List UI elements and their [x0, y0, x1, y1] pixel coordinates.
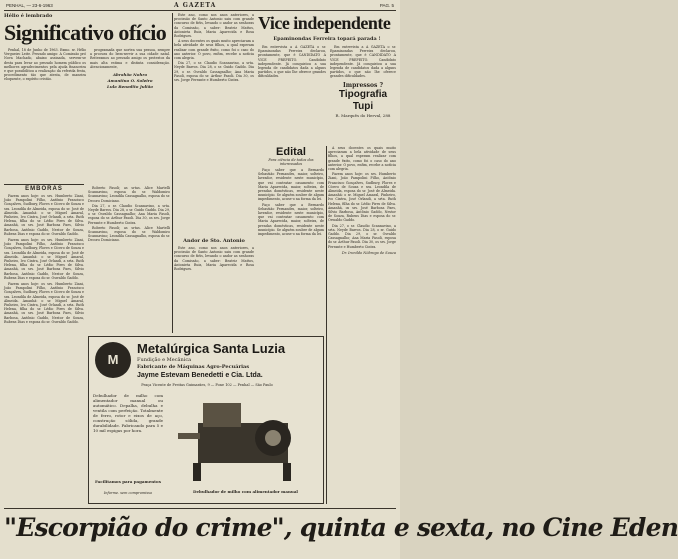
center-column — [174, 13, 254, 173]
right-col-body-2: Fazem anos hoje: os srs. Humberto Ziani, João Pampolini Filho, Antônio Francisco Gonçalves, Sudbury, Flores e Cícero de Souza e sra. Leondila de Almeida, esposa do sr. José de Almeida. Amanhã: o sr. Miguel Amaral, Pinheiro, Ivo Cintra, José Orlandi, a srta. Ruth Helena, filha do sr. Lédio Pires de Silva. Amanhã, os srs. José Barbosa Paes, Silvio Barbosa, Antônio Gaddo, Nestor de Souza, Rubens Dias e esposa do sr. Oswaldo Gaddo. — [328, 172, 396, 223]
corn-machine-illustration — [173, 393, 318, 485]
masthead — [4, 2, 396, 10]
andor-title: Andor de Sto. Antonio — [183, 238, 245, 244]
mid-body: Dia 27, o sr. Claudio Scannavino, a srta. Neyde Barros. Dia 28, o sr. Guido Gaddo. Dia 29, o sr. Osvaldo Cassagnalho; Ana Maria Fasoli, esposa do sr. Arthur Fasoli. Dia 30, os srs. Jorge Ferrante e Humberto Cintra. — [88, 203, 170, 225]
edital-title: Edital — [276, 146, 306, 158]
cinema-banner: "Escorpião do crime", quinta e sexta, no Cine Eden — [4, 513, 678, 542]
center-body-cont: A seus docentes os quais muito apreciaram a bela atividade de seus filhos, a qual esperam realizar com grande êxito, como foi o caso do ano anterior. O povo, enfim, recebe a notícia com alegria. — [174, 39, 254, 61]
edital-body-cont: Faço saber que a Bernardo Sebastião Fernandes, maior, solteiro, lavrador, residente neste município, que vai contratar casamento com Maria Aparecida, maior, solteira, de prendas domésticas, residente neste município. Se alguém souber de algum impedimento, acuse-o na forma da lei. — [258, 202, 324, 237]
story-body-a: Penhal, 18 de Junho de 1963. Exmo. sr. Hélio Vergueiro Leite. Prezado amigo: A Comissão pró Nova Machado, abaixo assinada, servem-se desta para levar ao prezado homem público os melhores agradecimentos pela ajuda financeira e que possibilitou a realização da referida festa, procedimento tão que atesta, de maneira eloquente, o espírito cristão. — [4, 48, 86, 82]
left-story — [4, 13, 170, 183]
center-body-cont-2: Dia 27, o sr. Claudio Scannavino, a srta. Neyde Barros. Dia 28, o sr. Guido Gaddo. Dia 29, o sr. Osvaldo Cassagnalho; Ana Maria Fasoli, esposa do sr. Arthur Fasoli. Dia 30, os srs. Jorge Ferrante e Humberto Cintra. — [174, 61, 254, 83]
masthead-date: PENHAL, — 23-6-1963 — [6, 3, 53, 8]
promo-question: Impressos ? — [342, 81, 384, 89]
andor-story — [174, 238, 254, 334]
story-headline: Significativo ofício — [4, 20, 167, 45]
masthead-title: A GAZETA — [174, 2, 217, 9]
ad-owners: Jayme Estevam Benedetti e Cia. Ltda. — [137, 372, 263, 379]
mid-intro: Roberto Fasoli; as srtas. Alice Martelli Scannavino, esposa do sr. Waldomiro Scannavino; Leondila Cassagnalho, esposa do sr. Decoro Domiciano. — [88, 186, 170, 203]
andor-body: Este ano, como nos anos anteriores, a procissão de Santo Antonio saiu com grande concurso de fiéis, levando o andor as senhoras da Comissão, a saber: Beatriz Mattos, Antonieta Ruiz, Maria Aparecida e Rosa Rodrigues. — [174, 246, 254, 272]
story-body-b: programada que nortea sua pessoa, sempre a procura do bem-servir a sua cidade natal. Reiteramos ao prezado amigo os protestos da mais alta estima e distinta consideração. Atenciosamente, — [90, 48, 170, 69]
right-body-cont: Em entrevista a A GAZETA o sr. Epaminondas Ferreira declarou, prontamente, que é CANDIDATO A VICE PREFEITO. Candidato independente. Já conquistou a sua legenda de candidatos dada a alguns partidos, o que não lhe oferece grandes dificuldades. — [330, 45, 396, 79]
signature-3: Lula Benedito Julião — [107, 84, 153, 90]
right-column — [328, 146, 396, 504]
ad-address: Praça Vicente de Freitas Guimarães, 9 — Fone 102 — Penhal — São Paulo — [141, 383, 273, 387]
ad-caption: Debulhador de milho com alimentador manual — [193, 489, 298, 494]
edital-story — [258, 146, 324, 326]
signature-2: Amantino O. Soleiro — [107, 78, 153, 84]
ad-body: Debulhador de milho com alimentador manual ou automático. Depalha, debulha e ventila com perfeição. Totalmente de ferro, rotor e eixos de aço, construção sólida, grande durabilidade. Fabricando para 5 e 10 mil espigas por hora. — [93, 393, 163, 433]
right-body: Em entrevista a A GAZETA o sr. Epaminondas Ferreira declarou, prontamente, que é CANDIDATO A VICE PREFEITO. Candidato independente. Já conquistou a sua legenda de candidatos dada a alguns partidos, o que não lhe oferece grandes dificuldades. — [258, 45, 326, 79]
ad-logo: M — [95, 342, 131, 378]
emboras-column — [4, 186, 84, 506]
metalurgica-ad — [88, 336, 324, 504]
masthead-page: PAG. 5 — [379, 3, 394, 8]
edital-subtitle: Para ciência de todos dos interessados — [268, 158, 314, 166]
right-headline: Vice independente — [258, 13, 391, 33]
ad-footer: Informe. sem compromisso — [103, 491, 153, 495]
right-col-signature: Dr. Ironildo Nóbrega de Souza — [341, 250, 396, 255]
center-body: Este ano, como nos anos anteriores, a procissão de Santo Antonio saiu com grande concurso de fiéis, levando o andor as senhoras da Comissão, a saber: Beatriz Mattos, Antonieta Ruiz, Maria Aparecida e Rosa Rodrigues. — [174, 13, 254, 39]
right-story — [258, 13, 396, 143]
right-col-body-3: Dia 27, o sr. Claudio Scannavino, a srta. Neyde Barros. Dia 28, o sr. Guido Gaddo. Dia 29, o sr. Osvaldo Cassagnalho; Ana Maria Fasoli, esposa do sr. Arthur Fasoli. Dia 30, os srs. Jorge Ferrante e Humberto Cintra. — [328, 223, 396, 249]
story-kicker: Hélio é lembrado — [4, 13, 53, 19]
mid-body-cont: Roberto Fasoli; as srtas. Alice Martelli Scannavino, esposa do sr. Waldomiro Scannavino; Leondila Cassagnalho, esposa do sr. Decoro Domiciano. — [88, 225, 170, 243]
emboras-body-cont-2: Fazem anos hoje: os srs. Humberto Ziani, João Pampolini Filho, Antônio Francisco Gonçalves, Sudbury, Flores e Cícero de Souza e sra. Leondila de Almeida, esposa do sr. José de Almeida. Amanhã: o sr. Miguel Amaral, Pinheiro, Ivo Cintra, José Orlandi, a srta. Ruth Helena, filha do sr. Lédio Pires de Silva. Amanhã, os srs. José Barbosa Paes, Silvio Barbosa, Antônio Gaddo, Nestor de Souza, Rubens Dias e esposa do sr. Oswaldo Gaddo. — [4, 282, 84, 324]
signature-1: Abrahão Nohra — [112, 72, 148, 78]
edital-body: Faço saber que a Bernardo Sebastião Fernandes, maior, solteiro, lavrador, residente neste município, que vai contratar casamento com Maria Aparecida, maior, solteira, de prendas domésticas, residente neste município. Se alguém souber de algum impedimento, acuse-o na forma da lei. — [258, 168, 324, 202]
ad-terms: Facilitamos para pagamentos — [95, 479, 161, 484]
ad-title: Metalúrgica Santa Luzia — [137, 341, 286, 356]
promo-name: Tipografia Tupi — [338, 88, 388, 112]
emboras-title: EMBORAS — [25, 186, 63, 192]
ad-line: Fabricante de Máquinas Agro-Pecuárias — [137, 364, 250, 370]
emboras-body-cont: Fazem anos hoje: os srs. Humberto Ziani, João Pampolini Filho, Antônio Francisco Gonçalves, Sudbury, Flores e Cícero de Souza e sra. Leondila de Almeida, esposa do sr. José de Almeida. Amanhã: o sr. Miguel Amaral, Pinheiro, Ivo Cintra, José Orlandi, a srta. Ruth Helena, filha do sr. Lédio Pires de Silva. Amanhã, os srs. José Barbosa Paes, Silvio Barbosa, Antônio Gaddo, Nestor de Souza, Rubens Dias e esposa do sr. Oswaldo Gaddo. — [4, 238, 84, 280]
emboras-body: Fazem anos hoje: os srs. Humberto Ziani, João Pampolini Filho, Antônio Francisco Gonçalves, Sudbury, Flores e Cícero de Souza e sra. Leondila de Almeida, esposa do sr. José de Almeida. Amanhã: o sr. Miguel Amaral, Pinheiro, Ivo Cintra, José Orlandi, a srta. Ruth Helena, filha do sr. Lédio Pires de Silva. Amanhã, os srs. José Barbosa Paes, Silvio Barbosa, Antônio Gaddo, Nestor de Souza, Rubens Dias e esposa do sr. Oswaldo Gaddo. — [4, 194, 84, 236]
right-col-body: A seus docentes os quais muito apreciaram a bela atividade de seus filhos, a qual esperam realizar com grande êxito, como foi o caso do ano anterior. O povo, enfim, recebe a notícia com alegria. — [328, 146, 396, 172]
right-subtitle: Epaminondas Ferreira topará parada ! — [273, 36, 381, 42]
ad-subtitle: Fundição e Mecânica — [137, 357, 192, 363]
promo-address: R. Marquês do Herval, 288 — [335, 112, 391, 118]
